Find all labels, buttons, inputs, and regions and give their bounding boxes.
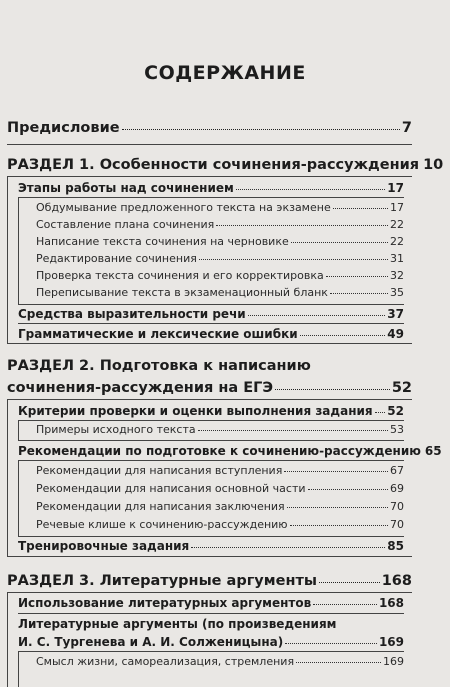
toc-entry-page: 22 <box>390 235 404 248</box>
divider <box>7 343 412 344</box>
leader-dots <box>375 412 386 413</box>
leader-dots <box>296 662 381 663</box>
toc-entry-page: 17 <box>390 201 404 214</box>
leader-dots <box>198 430 388 431</box>
toc-entry-page: 17 <box>387 181 404 195</box>
divider <box>18 613 404 614</box>
divider <box>7 176 8 343</box>
leader-dots <box>330 293 388 294</box>
toc-section-page: 52 <box>391 380 412 396</box>
toc-entry-label: Рекомендации по подготовке к сочинению-рассуждению <box>18 444 421 458</box>
toc-entry-page: 52 <box>387 404 404 418</box>
leader-dots <box>236 189 385 190</box>
toc-entry[interactable] <box>36 219 404 230</box>
toc-entry[interactable] <box>36 483 404 494</box>
toc-entry-page: 32 <box>390 269 404 282</box>
toc-section-2[interactable] <box>7 381 412 396</box>
toc-entry-label: Предисловие <box>7 120 120 136</box>
toc-entry[interactable] <box>36 253 404 264</box>
leader-dots <box>333 208 388 209</box>
toc-entry-label: Критерии проверки и оценки выполнения задания <box>18 404 373 418</box>
toc-entry-label: Смысл жизни, самореализация, стремления <box>36 655 295 668</box>
leader-dots <box>216 225 388 226</box>
toc-entry[interactable] <box>18 636 404 648</box>
toc-entry-page: 37 <box>387 307 404 321</box>
leader-dots <box>284 471 388 472</box>
toc-section-2-line1[interactable]: РАЗДЕЛ 2. Подготовка к написанию <box>7 358 311 374</box>
leader-dots <box>290 525 388 526</box>
page-title: СОДЕРЖАНИЕ <box>144 62 306 84</box>
toc-entry-page: 22 <box>390 218 404 231</box>
divider <box>7 592 412 593</box>
toc-entry-label: Примеры исходного текста <box>36 423 196 436</box>
toc-section-3[interactable] <box>7 574 412 589</box>
toc-entry[interactable] <box>18 182 404 194</box>
leader-dots <box>319 582 380 583</box>
toc-section-1[interactable] <box>7 157 444 173</box>
divider <box>18 536 404 537</box>
toc-entry[interactable] <box>18 540 404 552</box>
toc-entry-page: 85 <box>387 539 404 553</box>
toc-entry-label: Тренировочные задания <box>18 539 190 553</box>
divider <box>7 556 412 557</box>
toc-entry[interactable] <box>36 270 404 281</box>
divider <box>7 176 412 177</box>
toc-section-page: 168 <box>381 573 412 589</box>
toc-entry-page: 65 <box>424 444 442 458</box>
toc-entry[interactable] <box>36 656 404 667</box>
toc-entry-label: Рекомендации для написания вступления <box>36 464 283 477</box>
leader-dots <box>291 242 388 243</box>
toc-entry-label: Рекомендации для написания основной части <box>36 482 306 495</box>
leader-dots <box>285 643 377 644</box>
toc-entry-label: Написание текста сочинения на черновике <box>36 235 289 248</box>
divider <box>18 304 404 305</box>
toc-entry-label: Рекомендации для написания заключения <box>36 500 285 513</box>
leader-dots <box>122 129 400 130</box>
toc-section-label: РАЗДЕЛ 3. Литературные аргументы <box>7 573 317 589</box>
toc-section-page: 10 <box>423 157 444 173</box>
toc-entry-label: Этапы работы над сочинением <box>18 181 234 195</box>
toc-entry-page: 169 <box>378 635 404 649</box>
toc-entry-page: 67 <box>390 464 404 477</box>
toc-entry[interactable] <box>36 501 404 512</box>
toc-entry[interactable] <box>36 236 404 247</box>
leader-dots <box>191 547 385 548</box>
toc-entry-page: 169 <box>383 655 404 668</box>
leader-dots <box>248 315 386 316</box>
toc-entry[interactable] <box>36 519 404 530</box>
toc-entry-line1[interactable]: Литературные аргументы (по произведениям <box>18 617 337 631</box>
toc-entry-label: Переписывание текста в экзаменационный бланк <box>36 286 328 299</box>
leader-dots <box>199 259 388 260</box>
leader-dots <box>326 276 388 277</box>
toc-entry-page: 70 <box>390 500 404 513</box>
toc-entry[interactable] <box>36 202 404 213</box>
toc-entry[interactable] <box>36 465 404 476</box>
toc-entry-page: 7 <box>401 120 412 136</box>
toc-entry-page: 49 <box>387 327 404 341</box>
leader-dots <box>313 604 377 605</box>
divider <box>7 144 412 145</box>
toc-entry-label: Речевые клише к сочинению-рассуждению <box>36 518 288 531</box>
toc-entry-page: 70 <box>390 518 404 531</box>
toc-entry[interactable] <box>18 328 404 340</box>
leader-dots <box>287 507 388 508</box>
toc-entry-page: 53 <box>390 423 404 436</box>
toc-entry-label: Средства выразительности речи <box>18 307 246 321</box>
toc-entry[interactable] <box>18 597 404 609</box>
toc-entry-label: И. С. Тургенева и А. И. Солженицына) <box>18 635 284 649</box>
toc-entry-label: Составление плана сочинения <box>36 218 215 231</box>
toc-entry[interactable] <box>36 424 404 435</box>
leader-dots <box>300 335 386 336</box>
divider <box>7 399 412 400</box>
toc-entry-page: 31 <box>390 252 404 265</box>
divider <box>18 323 404 324</box>
divider <box>18 197 404 198</box>
toc-section-label: сочинения-рассуждения на ЕГЭ <box>7 380 273 396</box>
divider <box>18 651 404 652</box>
toc-entry-preface[interactable] <box>7 121 412 136</box>
divider <box>7 592 8 687</box>
leader-dots <box>275 389 390 390</box>
divider <box>18 420 19 440</box>
toc-entry-label: Обдумывание предложенного текста на экзамене <box>36 201 331 214</box>
toc-entry-label: Использование литературных аргументов <box>18 596 312 610</box>
toc-entry[interactable] <box>18 405 404 417</box>
leader-dots <box>308 489 388 490</box>
toc-entry[interactable] <box>18 444 442 458</box>
toc-entry[interactable] <box>36 287 404 298</box>
divider <box>18 460 19 536</box>
toc-entry-label: Проверка текста сочинения и его корректировка <box>36 269 324 282</box>
divider <box>7 399 8 556</box>
divider <box>18 460 404 461</box>
toc-entry[interactable] <box>18 308 404 320</box>
toc-entry-label: Грамматические и лексические ошибки <box>18 327 298 341</box>
divider <box>18 197 19 304</box>
divider <box>18 651 19 687</box>
toc-section-label: РАЗДЕЛ 1. Особенности сочинения-рассуждения <box>7 157 420 173</box>
toc-entry-page: 168 <box>378 596 404 610</box>
divider <box>18 420 404 421</box>
divider <box>18 440 404 441</box>
toc-entry-page: 35 <box>390 286 404 299</box>
toc-entry-page: 69 <box>390 482 404 495</box>
toc-entry-label: Редактирование сочинения <box>36 252 197 265</box>
